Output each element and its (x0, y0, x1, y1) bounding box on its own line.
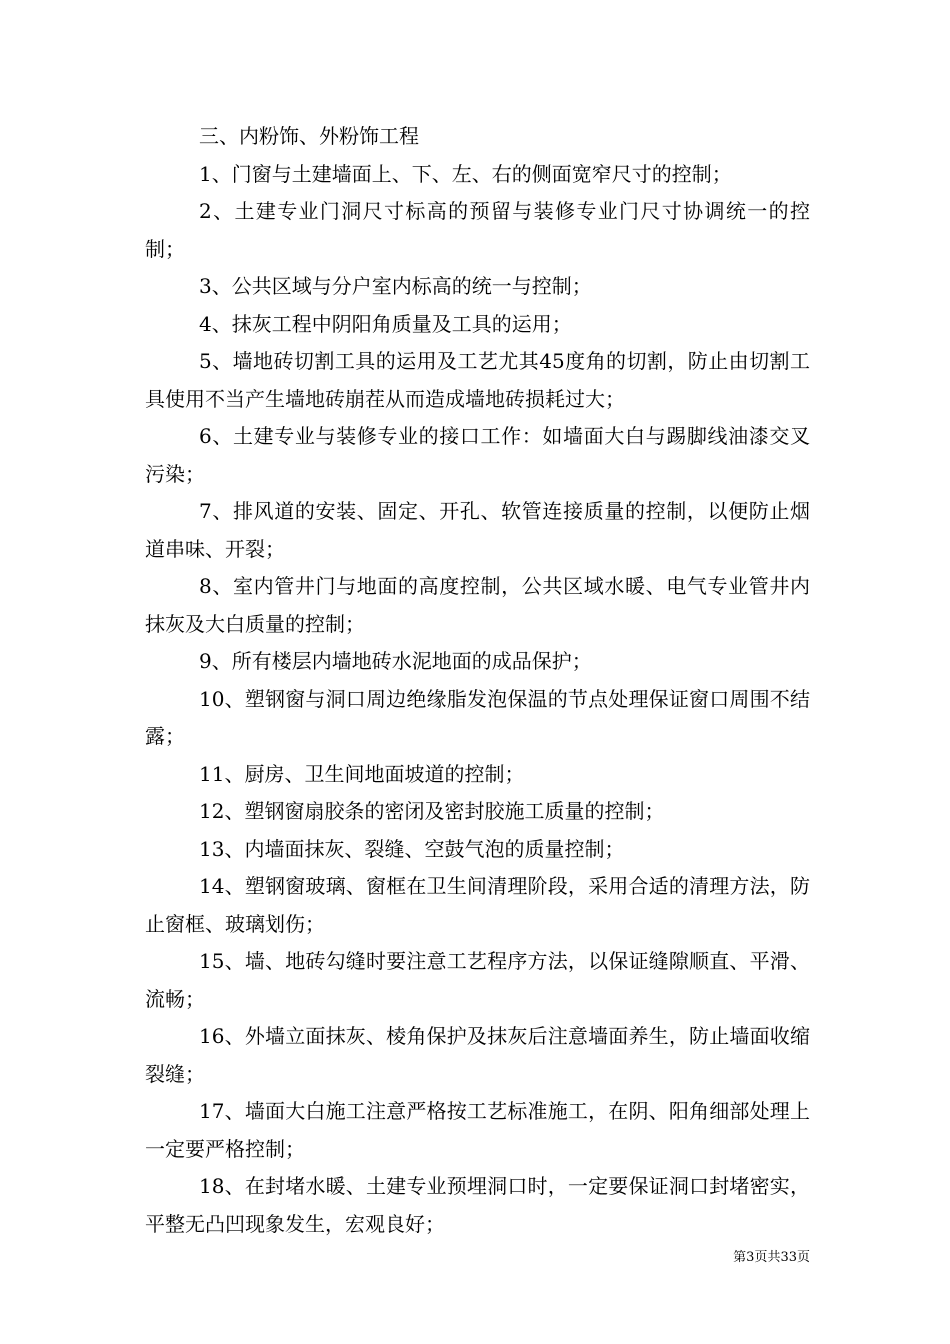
list-item-14: 14、塑钢窗玻璃、窗框在卫生间清理阶段，采用合适的清理方法，防止窗框、玻璃划伤； (145, 874, 810, 936)
list-item-4: 4、抹灰工程中阴阳角质量及工具的运用； (199, 311, 572, 336)
list-item-8: 8、室内管井门与地面的高度控制，公共区域水暖、电气专业管井内抹灰及大白质量的控制； (145, 574, 810, 636)
document-body (145, 118, 810, 1243)
list-item-11: 11、厨房、卫生间地面坡道的控制； (199, 761, 525, 786)
list-item-12: 12、塑钢窗扇胶条的密闭及密封胶施工质量的控制； (199, 799, 665, 823)
list-item-9: 9、所有楼层内墙地砖水泥地面的成品保护； (199, 649, 592, 673)
list-item-6: 6、土建专业与装修专业的接口工作：如墙面大白与踢脚线油漆交叉污染； (145, 424, 810, 486)
list-item-1: 1、门窗与土建墙面上、下、左、右的侧面宽窄尺寸的控制； (199, 161, 732, 186)
list-item-13: 13、内墙面抹灰、裂缝、空鼓气泡的质量控制； (199, 836, 625, 861)
section-heading: 三、内粉饰、外粉饰工程 (199, 124, 419, 148)
list-item-7: 7、排风道的安装、固定、开孔、软管连接质量的控制，以便防止烟道串味、开裂； (145, 499, 810, 561)
list-item-17: 17、墙面大白施工注意严格按工艺标准施工，在阴、阳角细部处理上一定要严格控制； (145, 1099, 810, 1161)
list-item-3: 3、公共区域与分户室内标高的统一与控制； (199, 274, 592, 298)
list-item-18: 18、在封堵水暖、土建专业预埋洞口时，一定要保证洞口封堵密实，平整无凸凹现象发生，宏观良好； (145, 1174, 810, 1236)
list-item-15: 15、墙、地砖勾缝时要注意工艺程序方法，以保证缝隙顺直、平滑、流畅； (145, 949, 810, 1011)
list-item-2: 2、土建专业门洞尺寸标高的预留与装修专业门尺寸协调统一的控制； (145, 199, 810, 261)
list-item-16: 16、外墙立面抹灰、棱角保护及抹灰后注意墙面养生，防止墙面收缩裂缝； (145, 1024, 810, 1086)
list-item-10: 10、塑钢窗与洞口周边绝缘脂发泡保温的节点处理保证窗口周围不结露； (145, 686, 810, 748)
list-item-5: 5、墙地砖切割工具的运用及工艺尤其45度角的切割，防止由切割工具使用不当产生墙地砖崩茬从而造成墙地砖损耗过大； (145, 349, 810, 411)
page-number-footer: 第3页共33页 (733, 1250, 810, 1265)
